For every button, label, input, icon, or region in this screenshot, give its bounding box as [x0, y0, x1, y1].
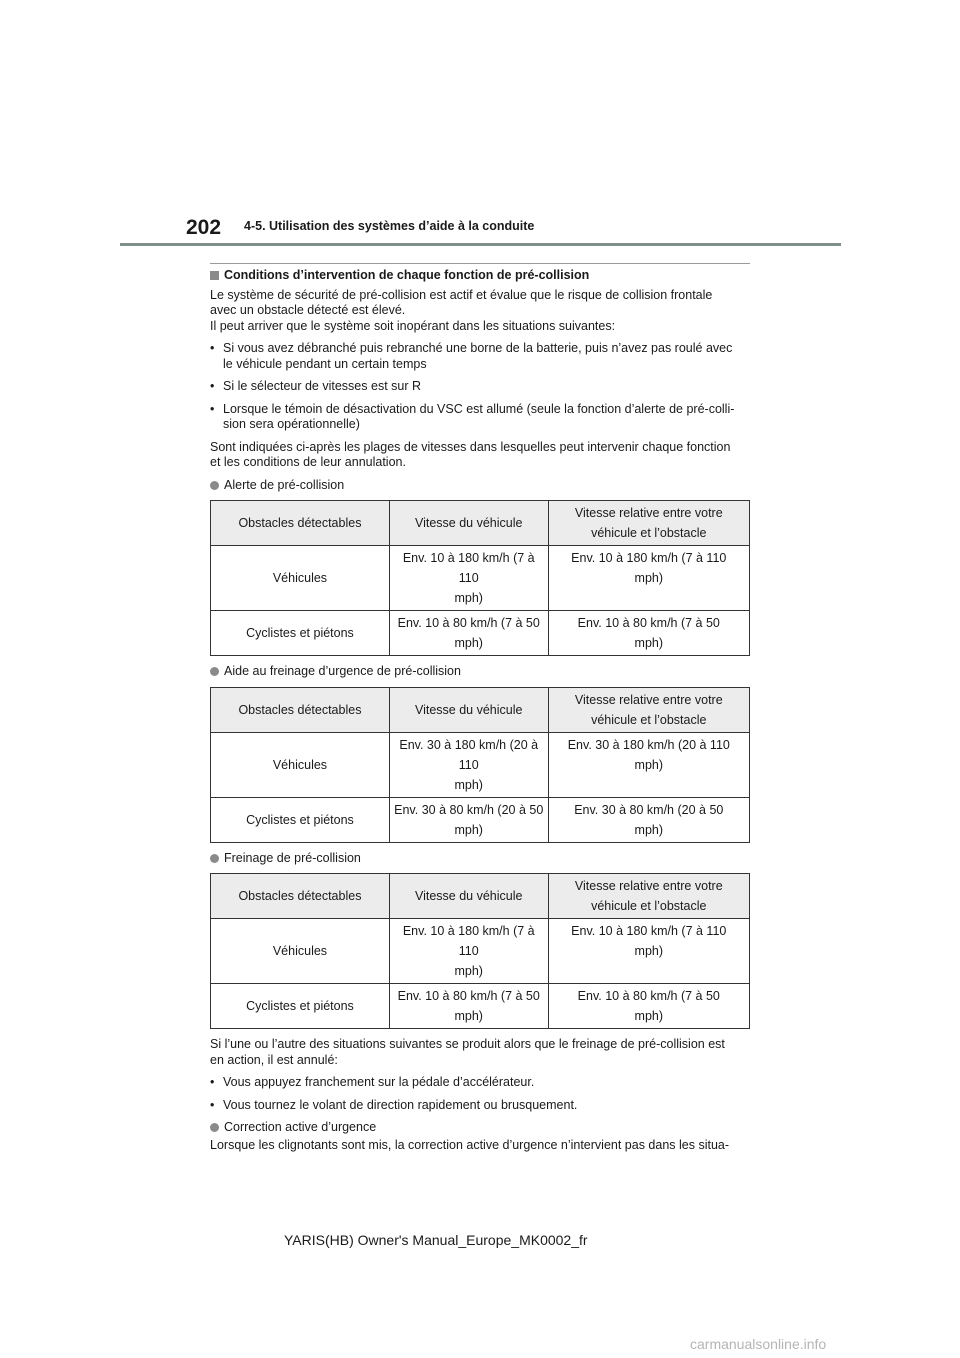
intro-line: Le système de sécurité de pré-collision est actif et évalue que le risque de collision frontale	[210, 287, 713, 302]
table-cell: Env. 10 à 80 km/h (7 à 50 mph)	[389, 611, 548, 656]
section-title: 4-5. Utilisation des systèmes d’aide à la conduite	[244, 219, 535, 233]
table-row	[211, 797, 750, 842]
table-cell: Véhicules	[211, 919, 390, 984]
cancel-item: • Vous tournez le volant de direction rapidement ou brusquement.	[210, 1098, 750, 1114]
table-cell: Env. 30 à 180 km/h (20 à 110 mph)	[389, 732, 548, 797]
function-title: Alerte de pré-collision	[210, 478, 750, 494]
speed-table-pre-collision-braking	[210, 873, 750, 1029]
table-cell: Véhicules	[211, 546, 390, 611]
situation-item: • Si vous avez débranché puis rebranché une borne de la batterie, puis n’avez pas roulé avec le véhicule pendant un certain temps	[210, 341, 750, 372]
table-cell: Env. 30 à 80 km/h (20 à 50 mph)	[548, 797, 749, 842]
table-cell: Env. 10 à 80 km/h (7 à 50 mph)	[548, 611, 749, 656]
correction-paragraph: Lorsque les clignotants sont mis, la correction active d’urgence n’intervient pas dans les situa-	[210, 1137, 730, 1152]
circle-bullet-icon	[210, 1123, 219, 1132]
table-cell: Véhicules	[211, 732, 390, 797]
table-row	[211, 611, 750, 656]
header-cell: Vitesse du véhicule	[389, 501, 548, 546]
table-header-row	[211, 687, 750, 732]
page-number: 202	[186, 216, 222, 239]
table-cell: Env. 10 à 180 km/h (7 à 110 mph)	[548, 546, 749, 611]
table-cell: Env. 10 à 80 km/h (7 à 50 mph)	[389, 984, 548, 1029]
function-title: Correction active d’urgence	[210, 1120, 750, 1136]
function-title: Aide au freinage d’urgence de pré-collision	[210, 664, 750, 680]
speed-intro-paragraph: Sont indiquées ci-après les plages de vitesses dans lesquelles peut intervenir chaque fonction et les conditions de leur annulation.	[210, 439, 731, 469]
header-cell: Vitesse du véhicule	[389, 687, 548, 732]
table-cell: Cyclistes et piétons	[211, 984, 390, 1029]
page-header	[0, 0, 960, 250]
situation-item: • Lorsque le témoin de désactivation du VSC est allumé (seule la fonction d’alerte de pré-colli- sion sera opérationnelle)	[210, 402, 750, 433]
speed-table-pre-collision-warning	[210, 500, 750, 656]
table-cell: Env. 30 à 180 km/h (20 à 110 mph)	[548, 732, 749, 797]
intro-line: avec un obstacle détecté est élevé.	[210, 303, 406, 317]
table-cell: Env. 10 à 180 km/h (7 à 110 mph)	[548, 919, 749, 984]
table-row	[211, 546, 750, 611]
speed-table-brake-assist	[210, 687, 750, 843]
watermark: carmanualsonline.info	[690, 1336, 827, 1352]
header-cell: Obstacles détectables	[211, 687, 390, 732]
square-bullet-icon	[210, 271, 219, 280]
intro-line: Il peut arriver que le système soit inopérant dans les situations suivantes:	[210, 318, 616, 333]
conditions-heading	[210, 268, 750, 284]
circle-bullet-icon	[210, 481, 219, 490]
header-cell: Vitesse relative entre votre véhicule et l’obstacle	[548, 687, 749, 732]
table-row	[211, 732, 750, 797]
cancel-intro-paragraph: Si l’une ou l’autre des situations suivantes se produit alors que le freinage de pré-collision est en action, il est annulé:	[210, 1037, 725, 1067]
intro-paragraph	[210, 288, 750, 335]
header-cell: Obstacles détectables	[211, 874, 390, 919]
function-title: Freinage de pré-collision	[210, 851, 750, 867]
table-cell: Env. 10 à 180 km/h (7 à 110 mph)	[389, 546, 548, 611]
table-row	[211, 919, 750, 984]
header-cell: Vitesse relative entre votre véhicule et l’obstacle	[548, 874, 749, 919]
manual-name-footer: YARIS(HB) Owner's Manual_Europe_MK0002_fr	[284, 1232, 588, 1248]
circle-bullet-icon	[210, 854, 219, 863]
table-cell: Env. 10 à 80 km/h (7 à 50 mph)	[548, 984, 749, 1029]
table-cell: Env. 30 à 80 km/h (20 à 50 mph)	[389, 797, 548, 842]
header-rule	[120, 243, 841, 246]
circle-bullet-icon	[210, 667, 219, 676]
header-cell: Vitesse relative entre votre véhicule et l’obstacle	[548, 501, 749, 546]
table-cell: Cyclistes et piétons	[211, 611, 390, 656]
situation-item: • Si le sélecteur de vitesses est sur R	[210, 379, 750, 395]
conditions-heading-text: Conditions d’intervention de chaque fonction de pré-collision	[224, 268, 590, 282]
table-cell: Env. 10 à 180 km/h (7 à 110 mph)	[389, 919, 548, 984]
header-cell: Vitesse du véhicule	[389, 874, 548, 919]
page-content	[210, 268, 750, 1153]
table-row	[211, 984, 750, 1029]
table-header-row	[211, 501, 750, 546]
table-cell: Cyclistes et piétons	[211, 797, 390, 842]
section-divider	[210, 263, 750, 264]
header-cell: Obstacles détectables	[211, 501, 390, 546]
cancel-item: • Vous appuyez franchement sur la pédale d’accélérateur.	[210, 1075, 750, 1091]
table-header-row	[211, 874, 750, 919]
